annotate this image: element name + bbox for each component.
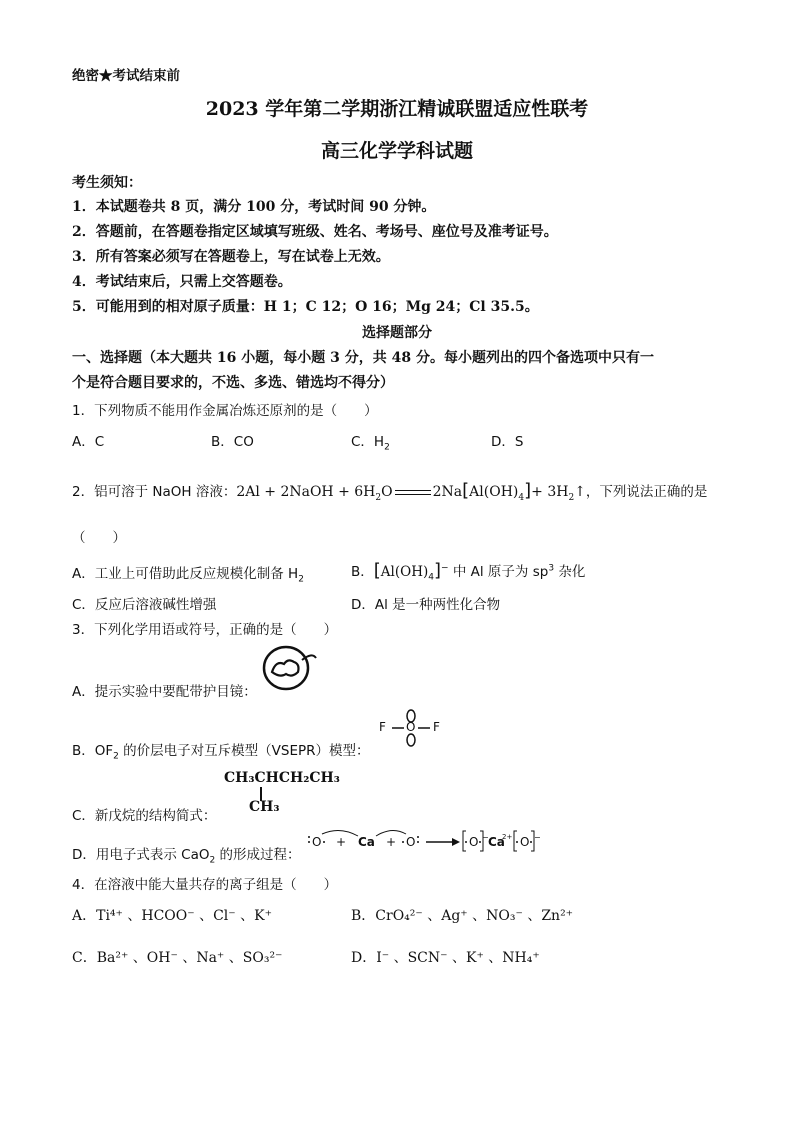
q3-option-c: C．新戊烷的结构简式： bbox=[72, 808, 217, 824]
svg-text:−: − bbox=[482, 833, 489, 842]
q2-stem: 2．铝可溶于 NaOH 溶液：2Al + 2NaOH + $6H_2O$ $2Na[Al(OH)_4]+$ $3H_2↑$，下列说法正确的是 bbox=[72, 480, 708, 503]
part1-instructions: 一、选择题（本大题共 16 小题，每小题 3 分，共 48 分。每小题列出的四个备选项中只有一 bbox=[72, 350, 654, 366]
q4-stem: 4．在溶液中能大量共存的离子组是（ ） bbox=[72, 877, 338, 893]
electron-formula-diagram bbox=[306, 828, 546, 856]
svg-text:−: − bbox=[534, 833, 541, 842]
q1-option-a: A．C bbox=[72, 434, 105, 450]
q3-option-b: B．$OF_2$ 的价层电子对互斥模型（VSEPR）模型： bbox=[72, 743, 370, 762]
vsepr-atom-o: O bbox=[406, 720, 416, 734]
note-item: 2．答题前，在答题卷指定区域填写班级、姓名、考场号、座位号及准考证号。 bbox=[72, 224, 558, 240]
exam-title: 2023 学年第二学期浙江精诚联盟适应性联考 bbox=[205, 98, 589, 120]
q4-option-c: C．Ba²⁺ 、OH⁻ 、Na⁺ 、SO₃²⁻ bbox=[72, 950, 283, 966]
svg-text:2+: 2+ bbox=[502, 833, 513, 841]
note-item: 4．考试结束后，只需上交答题卷。 bbox=[72, 274, 292, 290]
equation-equals-sign bbox=[395, 490, 431, 495]
q2-option-b: B．$[Al(OH)_4]^-$ 中 Al 原子为 $sp^3$ 杂化 bbox=[351, 560, 586, 583]
note-item: 1．本试题卷共 8 页，满分 100 分，考试时间 90 分钟。 bbox=[72, 199, 436, 215]
q4-option-a: A．Ti⁴⁺ 、HCOO⁻ 、Cl⁻ 、K⁺ bbox=[72, 908, 272, 924]
q3-stem: 3．下列化学用语或符号，正确的是（ ） bbox=[72, 622, 338, 638]
q2-option-d: D．Al 是一种两性化合物 bbox=[351, 597, 501, 613]
vsepr-atom-f: F bbox=[379, 720, 386, 734]
q3-option-a: A．提示实验中要配带护目镜： bbox=[72, 684, 257, 700]
q2-option-a: A．工业上可借助此反应规模化制备 $H_2$ bbox=[72, 566, 304, 585]
q3-option-d: D．用电子式表示 CaO$_2$ 的形成过程： bbox=[72, 847, 301, 866]
svg-text:O: O bbox=[469, 835, 479, 849]
q1-stem: 1．下列物质不能用作金属冶炼还原剂的是（ ） bbox=[72, 403, 378, 419]
q2-paren: （ ） bbox=[72, 530, 126, 546]
q1-option-d: D．S bbox=[491, 434, 524, 450]
neopentane-formula-branch: CH₃ bbox=[249, 799, 280, 815]
section-heading: 选择题部分 bbox=[362, 325, 432, 341]
svg-text:+: + bbox=[336, 835, 347, 849]
confidential-label: 绝密★考试结束前 bbox=[72, 68, 180, 84]
svg-text:O: O bbox=[406, 835, 416, 849]
svg-text:Ca: Ca bbox=[358, 835, 375, 849]
svg-text:Ca: Ca bbox=[488, 835, 505, 849]
note-item: 5．可能用到的相对原子质量：H 1；C 12；O 16；Mg 24；Cl 35.5。 bbox=[72, 299, 539, 315]
goggles-icon bbox=[262, 644, 320, 692]
svg-text:O: O bbox=[312, 835, 322, 849]
q4-option-d: D．I⁻ 、SCN⁻ 、K⁺ 、NH₄⁺ bbox=[351, 950, 540, 966]
note-item: 3．所有答案必须写在答题卷上，写在试卷上无效。 bbox=[72, 249, 390, 265]
vsepr-atom-f: F bbox=[433, 720, 440, 734]
q1-option-c: C．$H_2$ bbox=[351, 434, 390, 453]
notes-heading: 考生须知： bbox=[72, 175, 142, 191]
part1-instructions-cont: 个是符合题目要求的，不选、多选、错选均不得分） bbox=[72, 375, 394, 391]
q4-option-b: B．CrO₄²⁻ 、Ag⁺ 、NO₃⁻ 、Zn²⁺ bbox=[351, 908, 574, 924]
q1-option-b: B．CO bbox=[211, 434, 254, 450]
gas-arrow-icon: ↑ bbox=[574, 484, 586, 500]
svg-text:+: + bbox=[386, 835, 397, 849]
q2-option-c: C．反应后溶液碱性增强 bbox=[72, 597, 217, 613]
neopentane-formula-main: CH₃CHCH₂CH₃ bbox=[224, 770, 340, 786]
exam-subtitle: 高三化学学科试题 bbox=[320, 140, 473, 162]
svg-text:O: O bbox=[520, 835, 530, 849]
